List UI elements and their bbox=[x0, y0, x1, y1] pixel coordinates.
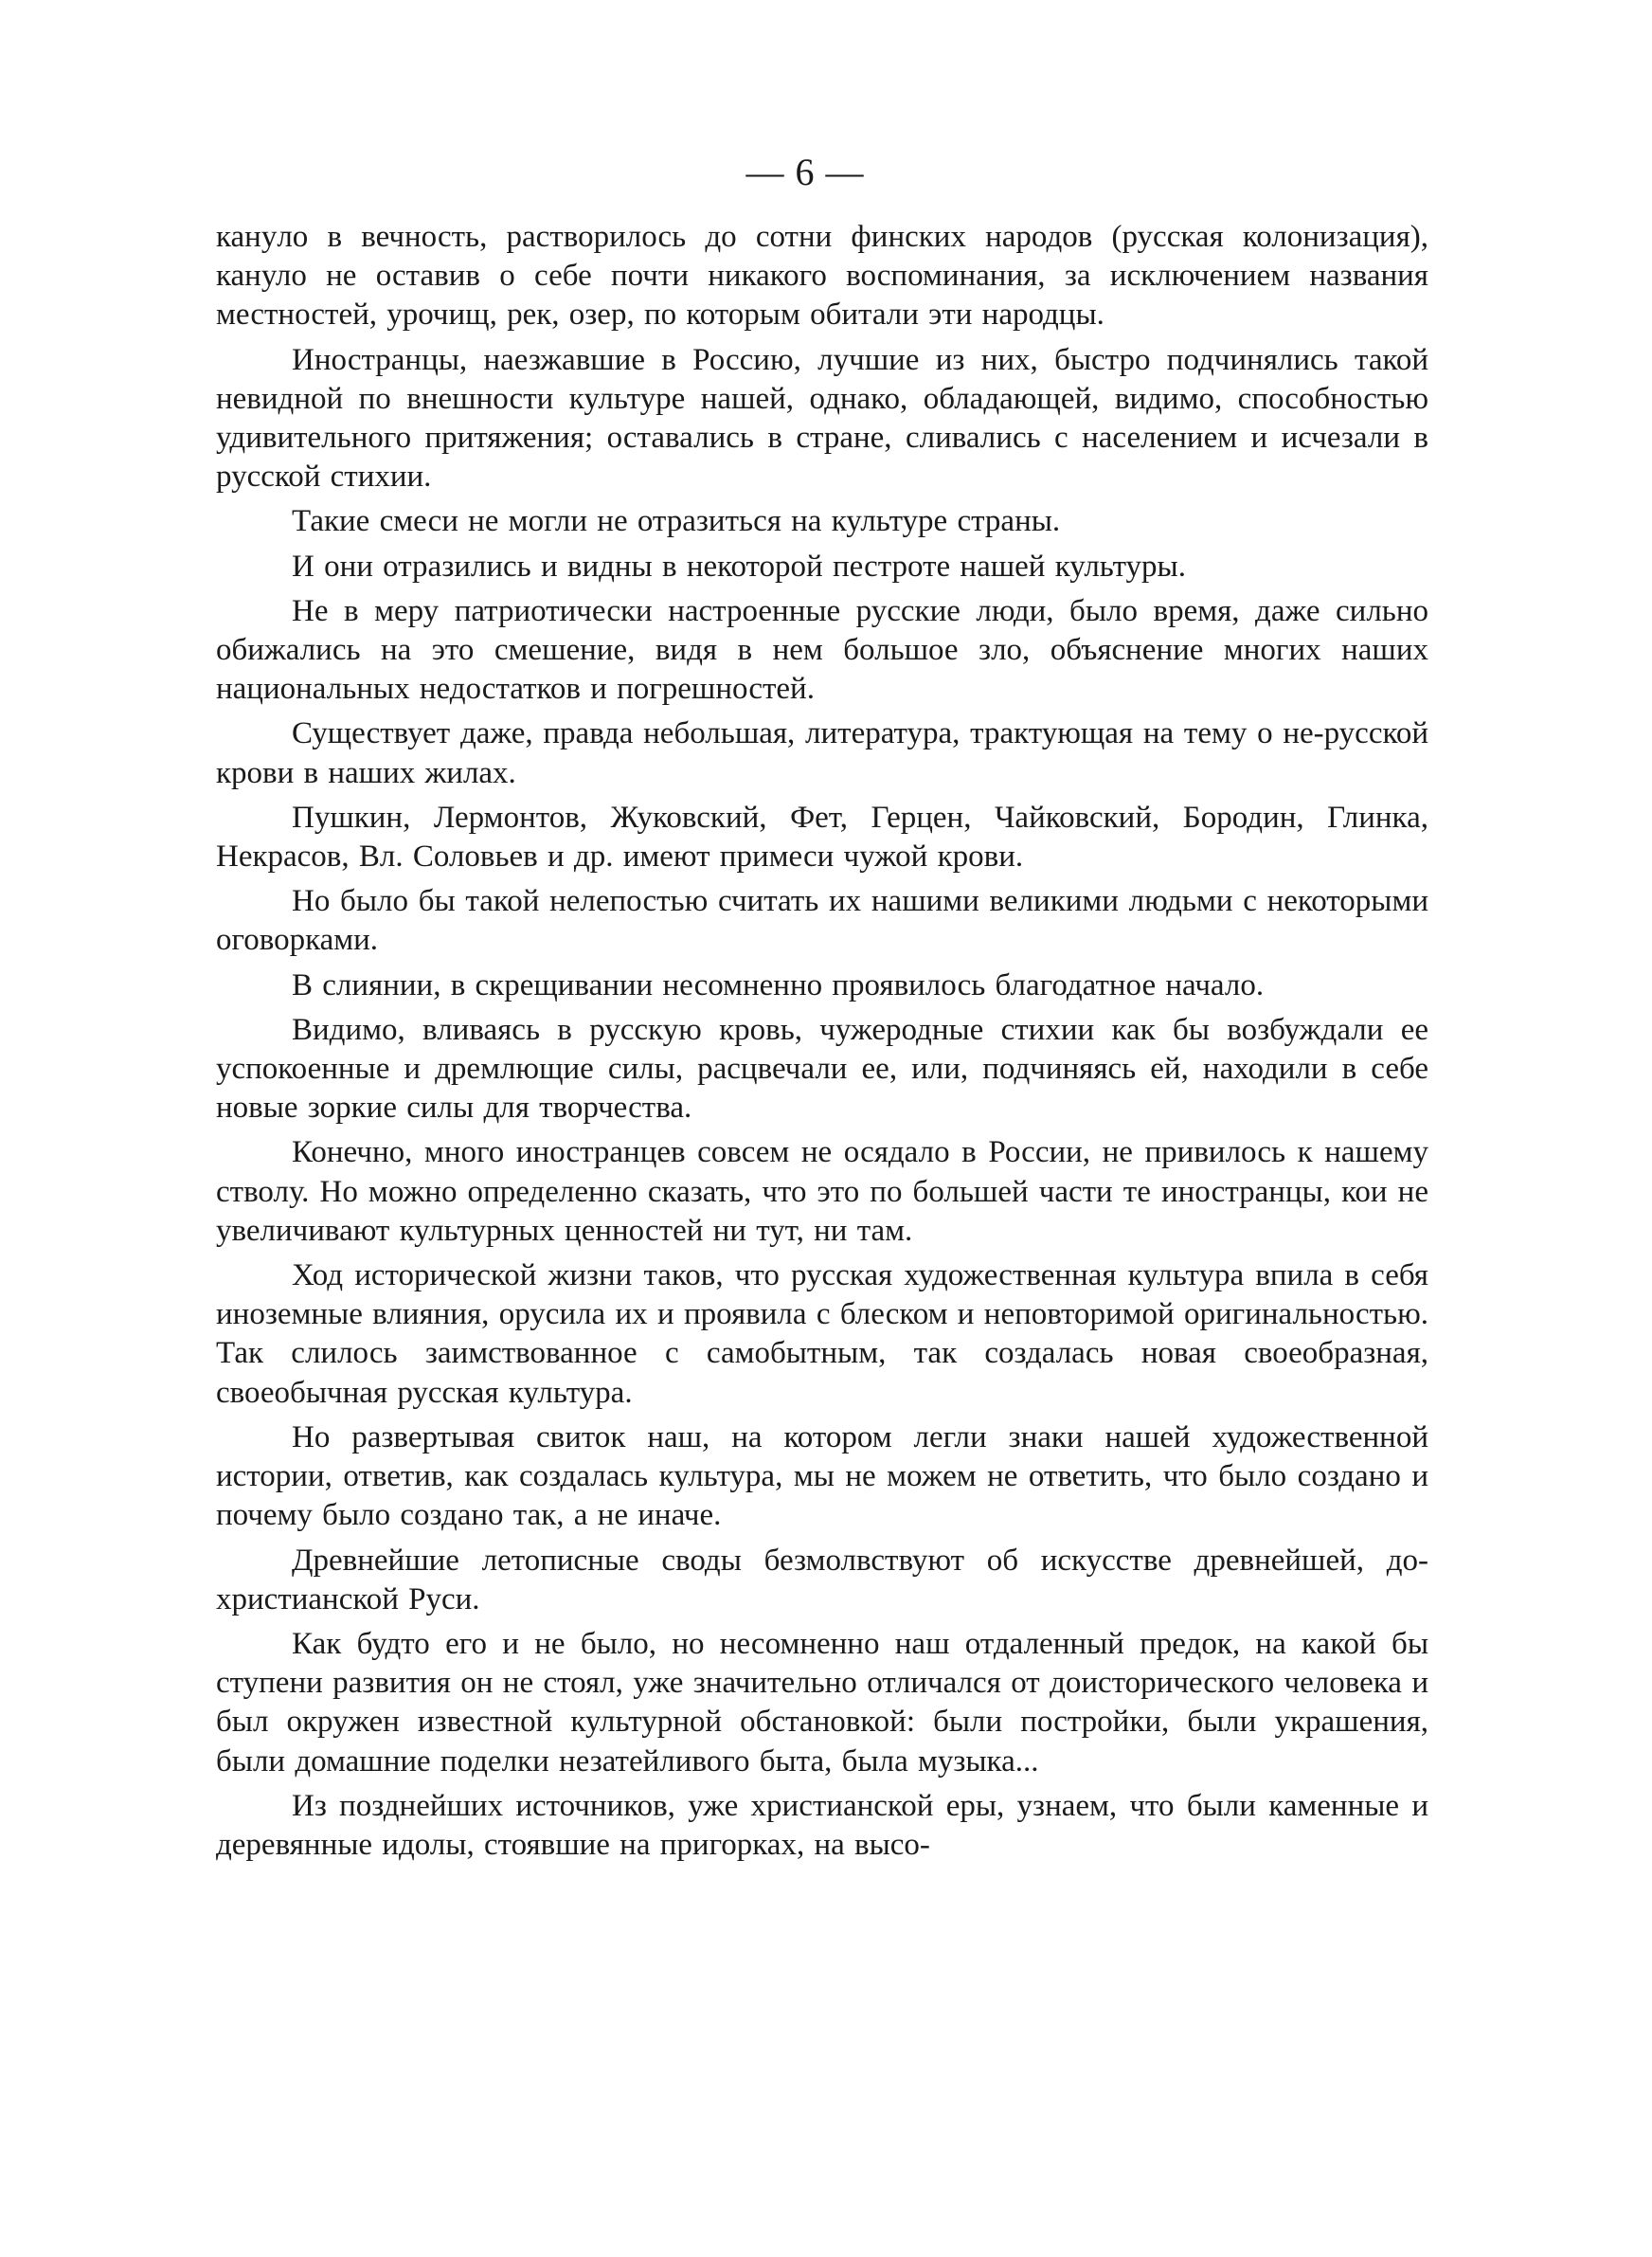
paragraph: Иностранцы, наезжавшие в Россию, лучшие из них, быстро подчинялись такой невидной по внешности культуре нашей, однако, обладающей, видимо, способностью удивительного притяжения; оставались в стране, сливались с населением и исчезали в русской стихии. bbox=[216, 342, 1428, 495]
paragraph: Как будто его и не было, но несомненно наш отдаленный предок, на какой бы ступени развития он не стоял, уже значительно отличался от доисторического человека и был окружен известной культурной обстановкой: были постройки, были украшения, были домашние поделки незатейливого быта, была музыка... bbox=[216, 1626, 1428, 1779]
paragraph: В слиянии, в скрещивании несомненно проявилось благодатное начало. bbox=[292, 967, 1265, 1002]
paragraph: Такие смеси не могли не отразиться на культуре страны. bbox=[292, 504, 1061, 539]
paragraph: Существует даже, правда небольшая, литература, трактующая на тему о не-русской крови в наших жилах. bbox=[216, 716, 1428, 790]
paragraph: Древнейшие летописные своды безмолвствуют об искусстве древнейшей, до-христианской Руси. bbox=[216, 1543, 1428, 1616]
paragraph: Видимо, вливаясь в русскую кровь, чужеродные стихии как бы возбуждали ее успокоенные и дремлющие силы, расцвечали ее, или, подчиняясь ей, находили в себе новые зоркие силы для творчества. bbox=[216, 1012, 1428, 1126]
paragraph: Но развертывая свиток наш, на котором легли знаки нашей художественной истории, ответив, как создалась культура, мы не можем не ответить, что было создано и почему было создано так, а не иначе. bbox=[216, 1419, 1428, 1533]
body-text bbox=[216, 218, 1428, 1870]
paragraph: Ход исторической жизни таков, что русская художественная культура впила в себя иноземные влияния, орусила их и проявила с блеском и неповторимой оригинальностью. Так слилось заимствованное с самобытным, так создалась новая своеобразная, своеобычная русская культура. bbox=[216, 1258, 1428, 1410]
paragraph: Но было бы такой нелепостью считать их нашими великими людьми с некоторыми оговорками. bbox=[216, 884, 1428, 958]
book-page bbox=[85, 123, 1525, 2170]
paragraph: Конечно, много иностранцев совсем не осядало в России, не привилось к нашему стволу. Но можно определенно сказать, что это по большей части те иностранцы, кои не увеличивают культурных ценностей ни тут, ни там. bbox=[216, 1135, 1428, 1248]
paragraph: Из позднейших источников, уже христианской еры, узнаем, что были каменные и деревянные идолы, стоявшие на пригорках, на высо- bbox=[216, 1788, 1428, 1862]
page-number: — 6 — bbox=[745, 151, 865, 193]
paragraph: Не в меру патриотически настроенные русские люди, было время, даже сильно обижались на это смешение, видя в нем большое зло, объяснение многих наших национальных недостатков и погрешностей. bbox=[216, 593, 1428, 707]
paragraph: И они отразились и видны в некоторой пестроте нашей культуры. bbox=[292, 549, 1186, 584]
paragraph: канyло в вечность, растворилось до сотни финских народов (русская колонизация), кануло не оставив о себе почти никакого воспоминания, за исключением названия местностей, урочищ, рек, озер, по которым обитали эти народцы. bbox=[216, 220, 1428, 333]
paragraph: Пушкин, Лермонтов, Жуковский, Фет, Герцен, Чайковский, Бородин, Глинка, Некрасов, Вл. Соловьев и др. имеют примеси чужой крови. bbox=[216, 800, 1428, 875]
